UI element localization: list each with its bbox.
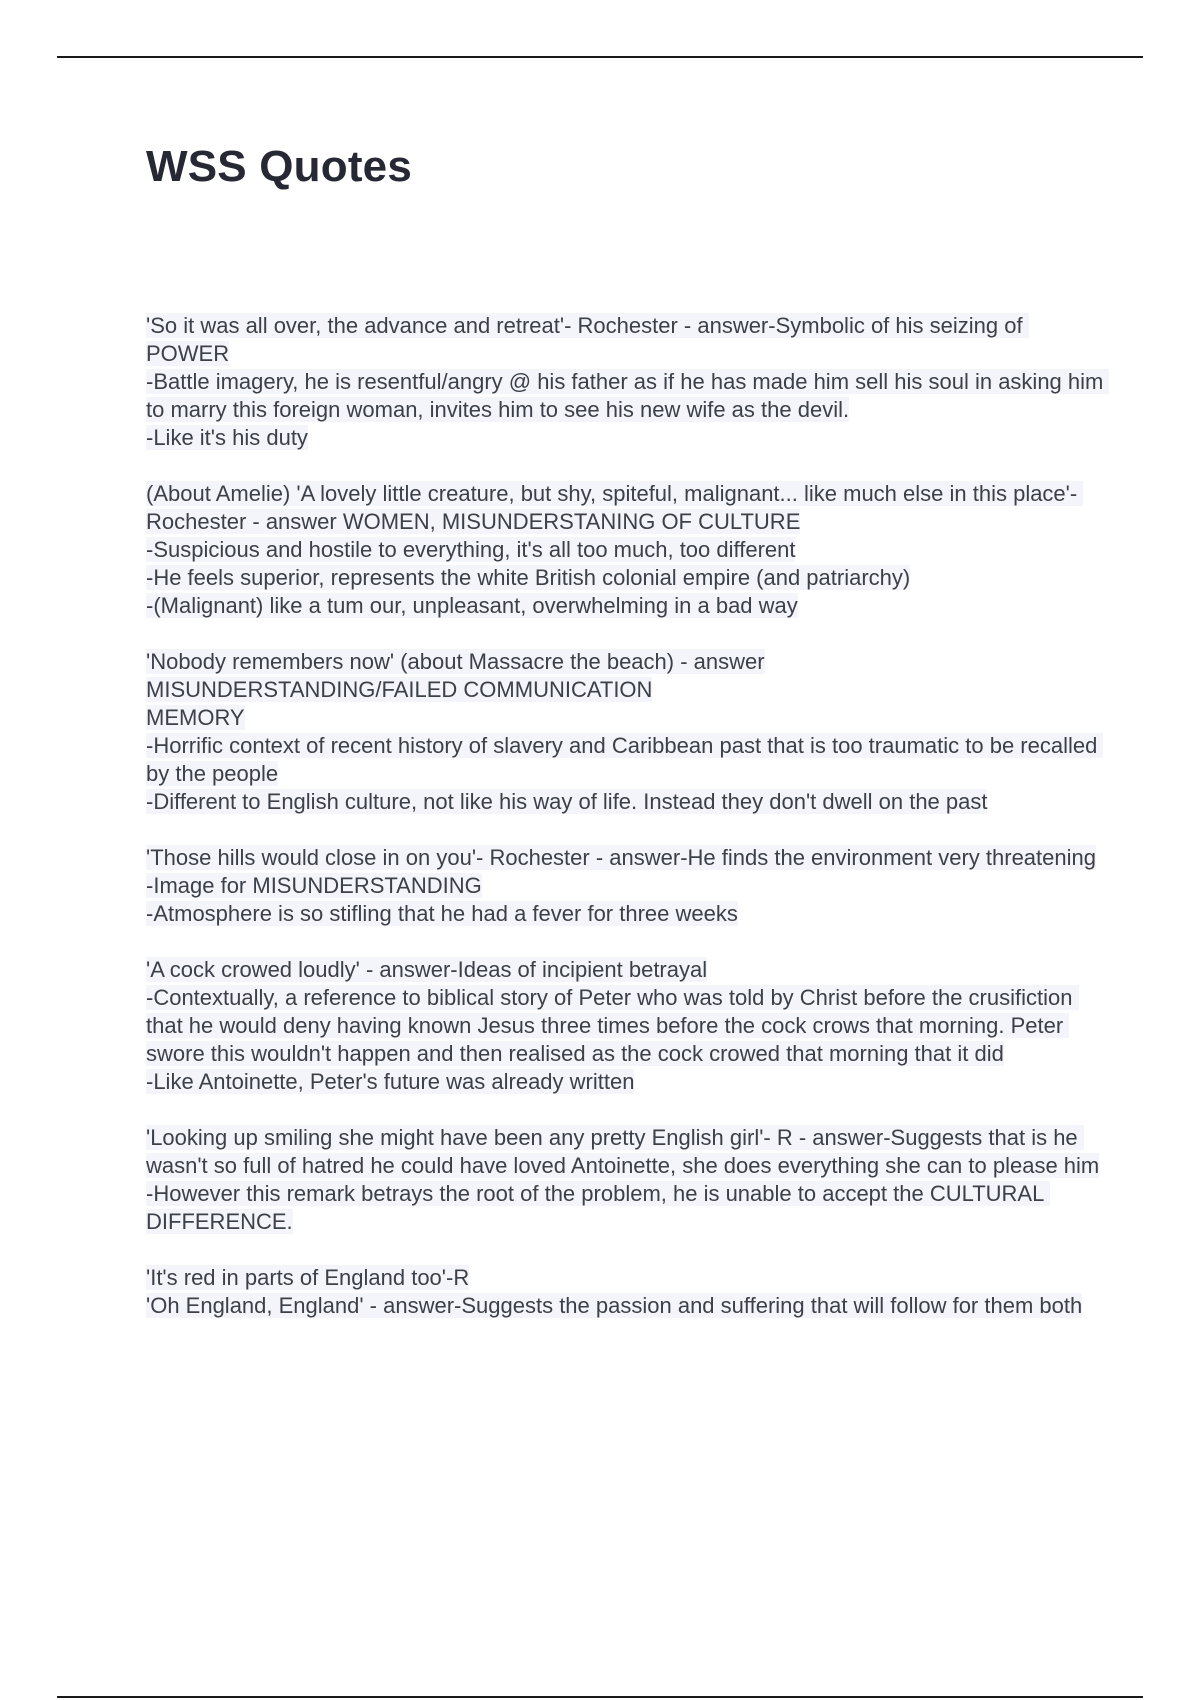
entry-line: 'A cock crowed loudly' - answer-Ideas of incipient betrayal bbox=[146, 957, 708, 982]
entry-line: MEMORY bbox=[146, 705, 245, 730]
bottom-rule bbox=[57, 1696, 1143, 1698]
entry-line: -Different to English culture, not like his way of life. Instead they don't dwell on the past bbox=[146, 789, 988, 814]
entry-line: -Horrific context of recent history of slavery and Caribbean past that is too traumatic to be recalled by the people bbox=[146, 733, 1104, 786]
entry-line: 'Nobody remembers now' (about Massacre the beach) - answer bbox=[146, 649, 765, 674]
quote-entry-2 bbox=[146, 480, 1106, 620]
entry-line: 'Looking up smiling she might have been any pretty English girl'- R - answer-Suggests that is he wasn't so full of hatred he could have loved Antoinette, she does everything she can to please him bbox=[146, 1125, 1100, 1178]
entry-line: -(Malignant) like a tum our, unpleasant, overwhelming in a bad way bbox=[146, 593, 798, 618]
entry-line: -Like it's his duty bbox=[146, 425, 308, 450]
quote-entry-3 bbox=[146, 648, 1106, 816]
document-title: WSS Quotes bbox=[146, 142, 413, 191]
entry-line: 'It's red in parts of England too'-R bbox=[146, 1265, 470, 1290]
quote-entry-7 bbox=[146, 1264, 1106, 1320]
quote-entry-4 bbox=[146, 844, 1106, 928]
entry-line: (About Amelie) 'A lovely little creature, but shy, spiteful, malignant... like much else in this place'- Rochester - answer WOMEN, MISUNDERSTANING OF CULTURE bbox=[146, 481, 1084, 534]
entry-line: -Image for MISUNDERSTANDING bbox=[146, 873, 482, 898]
quote-entry-1 bbox=[146, 312, 1110, 452]
document-body bbox=[146, 312, 1110, 1348]
entry-line: 'Those hills would close in on you'- Rochester - answer-He finds the environment very threatening bbox=[146, 845, 1096, 870]
quote-entry-5 bbox=[146, 956, 1106, 1096]
entry-line: 'So it was all over, the advance and retreat'- Rochester - answer-Symbolic of his seizing of POWER bbox=[146, 313, 1029, 366]
entry-line: -Battle imagery, he is resentful/angry @ his father as if he has made him sell his soul in asking him to marry this foreign woman, invites him to see his new wife as the devil. bbox=[146, 369, 1110, 422]
entry-line: -Suspicious and hostile to everything, it's all too much, too different bbox=[146, 537, 796, 562]
entry-line: MISUNDERSTANDING/FAILED COMMUNICATION bbox=[146, 677, 653, 702]
entry-line: -He feels superior, represents the white British colonial empire (and patriarchy) bbox=[146, 565, 911, 590]
top-rule bbox=[57, 56, 1143, 58]
entry-line: -However this remark betrays the root of the problem, he is unable to accept the CULTURAL DIFFERENCE. bbox=[146, 1181, 1051, 1234]
entry-line: -Atmosphere is so stifling that he had a fever for three weeks bbox=[146, 901, 738, 926]
entry-line: 'Oh England, England' - answer-Suggests the passion and suffering that will follow for them both bbox=[146, 1293, 1083, 1318]
entry-line: -Contextually, a reference to biblical story of Peter who was told by Christ before the crusifiction that he would deny having known Jesus three times before the cock crows that morning. Peter swore this wouldn't happen and then realised as the cock crowed that morning that it did bbox=[146, 985, 1079, 1066]
entry-line: -Like Antoinette, Peter's future was already written bbox=[146, 1069, 635, 1094]
quote-entry-6 bbox=[146, 1124, 1106, 1236]
